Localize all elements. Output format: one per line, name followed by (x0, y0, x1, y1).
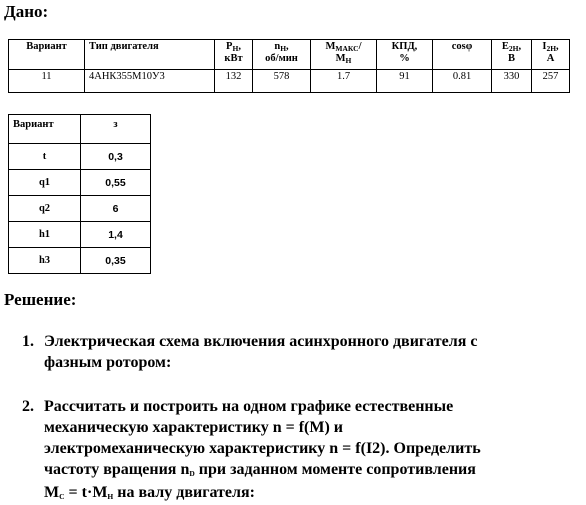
motor-table-data-row (9, 70, 570, 93)
cell-motor-type: 4АНК355М10У3 (85, 70, 215, 93)
param-name: q2 (9, 196, 81, 222)
variant-header-value: з (81, 115, 151, 144)
param-value: 1,4 (81, 222, 151, 248)
header-power: $P_Н$, кВт (215, 40, 253, 70)
header-voltage: $E_{2Н}$, В (492, 40, 532, 70)
table-row (9, 248, 151, 274)
param-value: 6 (81, 196, 151, 222)
item-text: Рассчитать и построить на одном графике естественные механическую характеристику n = f(M) и электромеханическую характеристику n = f(I2). Определить частоту вращения $n_D$ при заданном моменте сопротивления $M_C = t\cdot M_Н$ на валу двигателя: (44, 398, 481, 501)
item-number: 2. (22, 398, 34, 415)
cell-cosphi: 0.81 (433, 70, 492, 93)
cell-efficiency: 91 (377, 70, 433, 93)
motor-table-header-row (9, 40, 570, 70)
item-number: 1. (22, 333, 34, 350)
cell-current: 257 (532, 70, 570, 93)
given-heading: Дано: (4, 2, 49, 21)
cell-speed: 578 (253, 70, 311, 93)
param-value: 0,55 (81, 170, 151, 196)
header-cosphi: cosφ (433, 40, 492, 70)
cell-torque-ratio: 1.7 (311, 70, 377, 93)
variant-header-label: Вариант (9, 115, 81, 144)
variant-table-header-row (9, 115, 151, 144)
param-name: h3 (9, 248, 81, 274)
table-row (9, 170, 151, 196)
header-variant: Вариант (9, 40, 85, 70)
header-motor-type: Тип двигателя (85, 40, 215, 70)
variant-parameters-table (8, 114, 151, 274)
param-name: q1 (9, 170, 81, 196)
cell-variant: 11 (9, 70, 85, 93)
header-efficiency: КПД, % (377, 40, 433, 70)
table-row (9, 144, 151, 170)
param-value: 0,35 (81, 248, 151, 274)
header-current: $I_{2Н}$, А (532, 40, 570, 70)
solution-item-2 (22, 396, 562, 505)
header-speed: $n_Н$, об/мин (253, 40, 311, 70)
param-name: t (9, 144, 81, 170)
motor-parameters-table (8, 39, 570, 93)
header-torque-ratio: $M_{МАКС}/$ $М_Н$ (311, 40, 377, 70)
table-row (9, 196, 151, 222)
param-value: 0,3 (81, 144, 151, 170)
cell-power: 132 (215, 70, 253, 93)
param-name: h1 (9, 222, 81, 248)
solution-heading: Решение: (4, 290, 77, 309)
cell-voltage: 330 (492, 70, 532, 93)
solution-item-1 (22, 331, 562, 373)
item-text: Электрическая схема включения асинхронного двигателя с фазным ротором: (44, 333, 478, 371)
table-row (9, 222, 151, 248)
